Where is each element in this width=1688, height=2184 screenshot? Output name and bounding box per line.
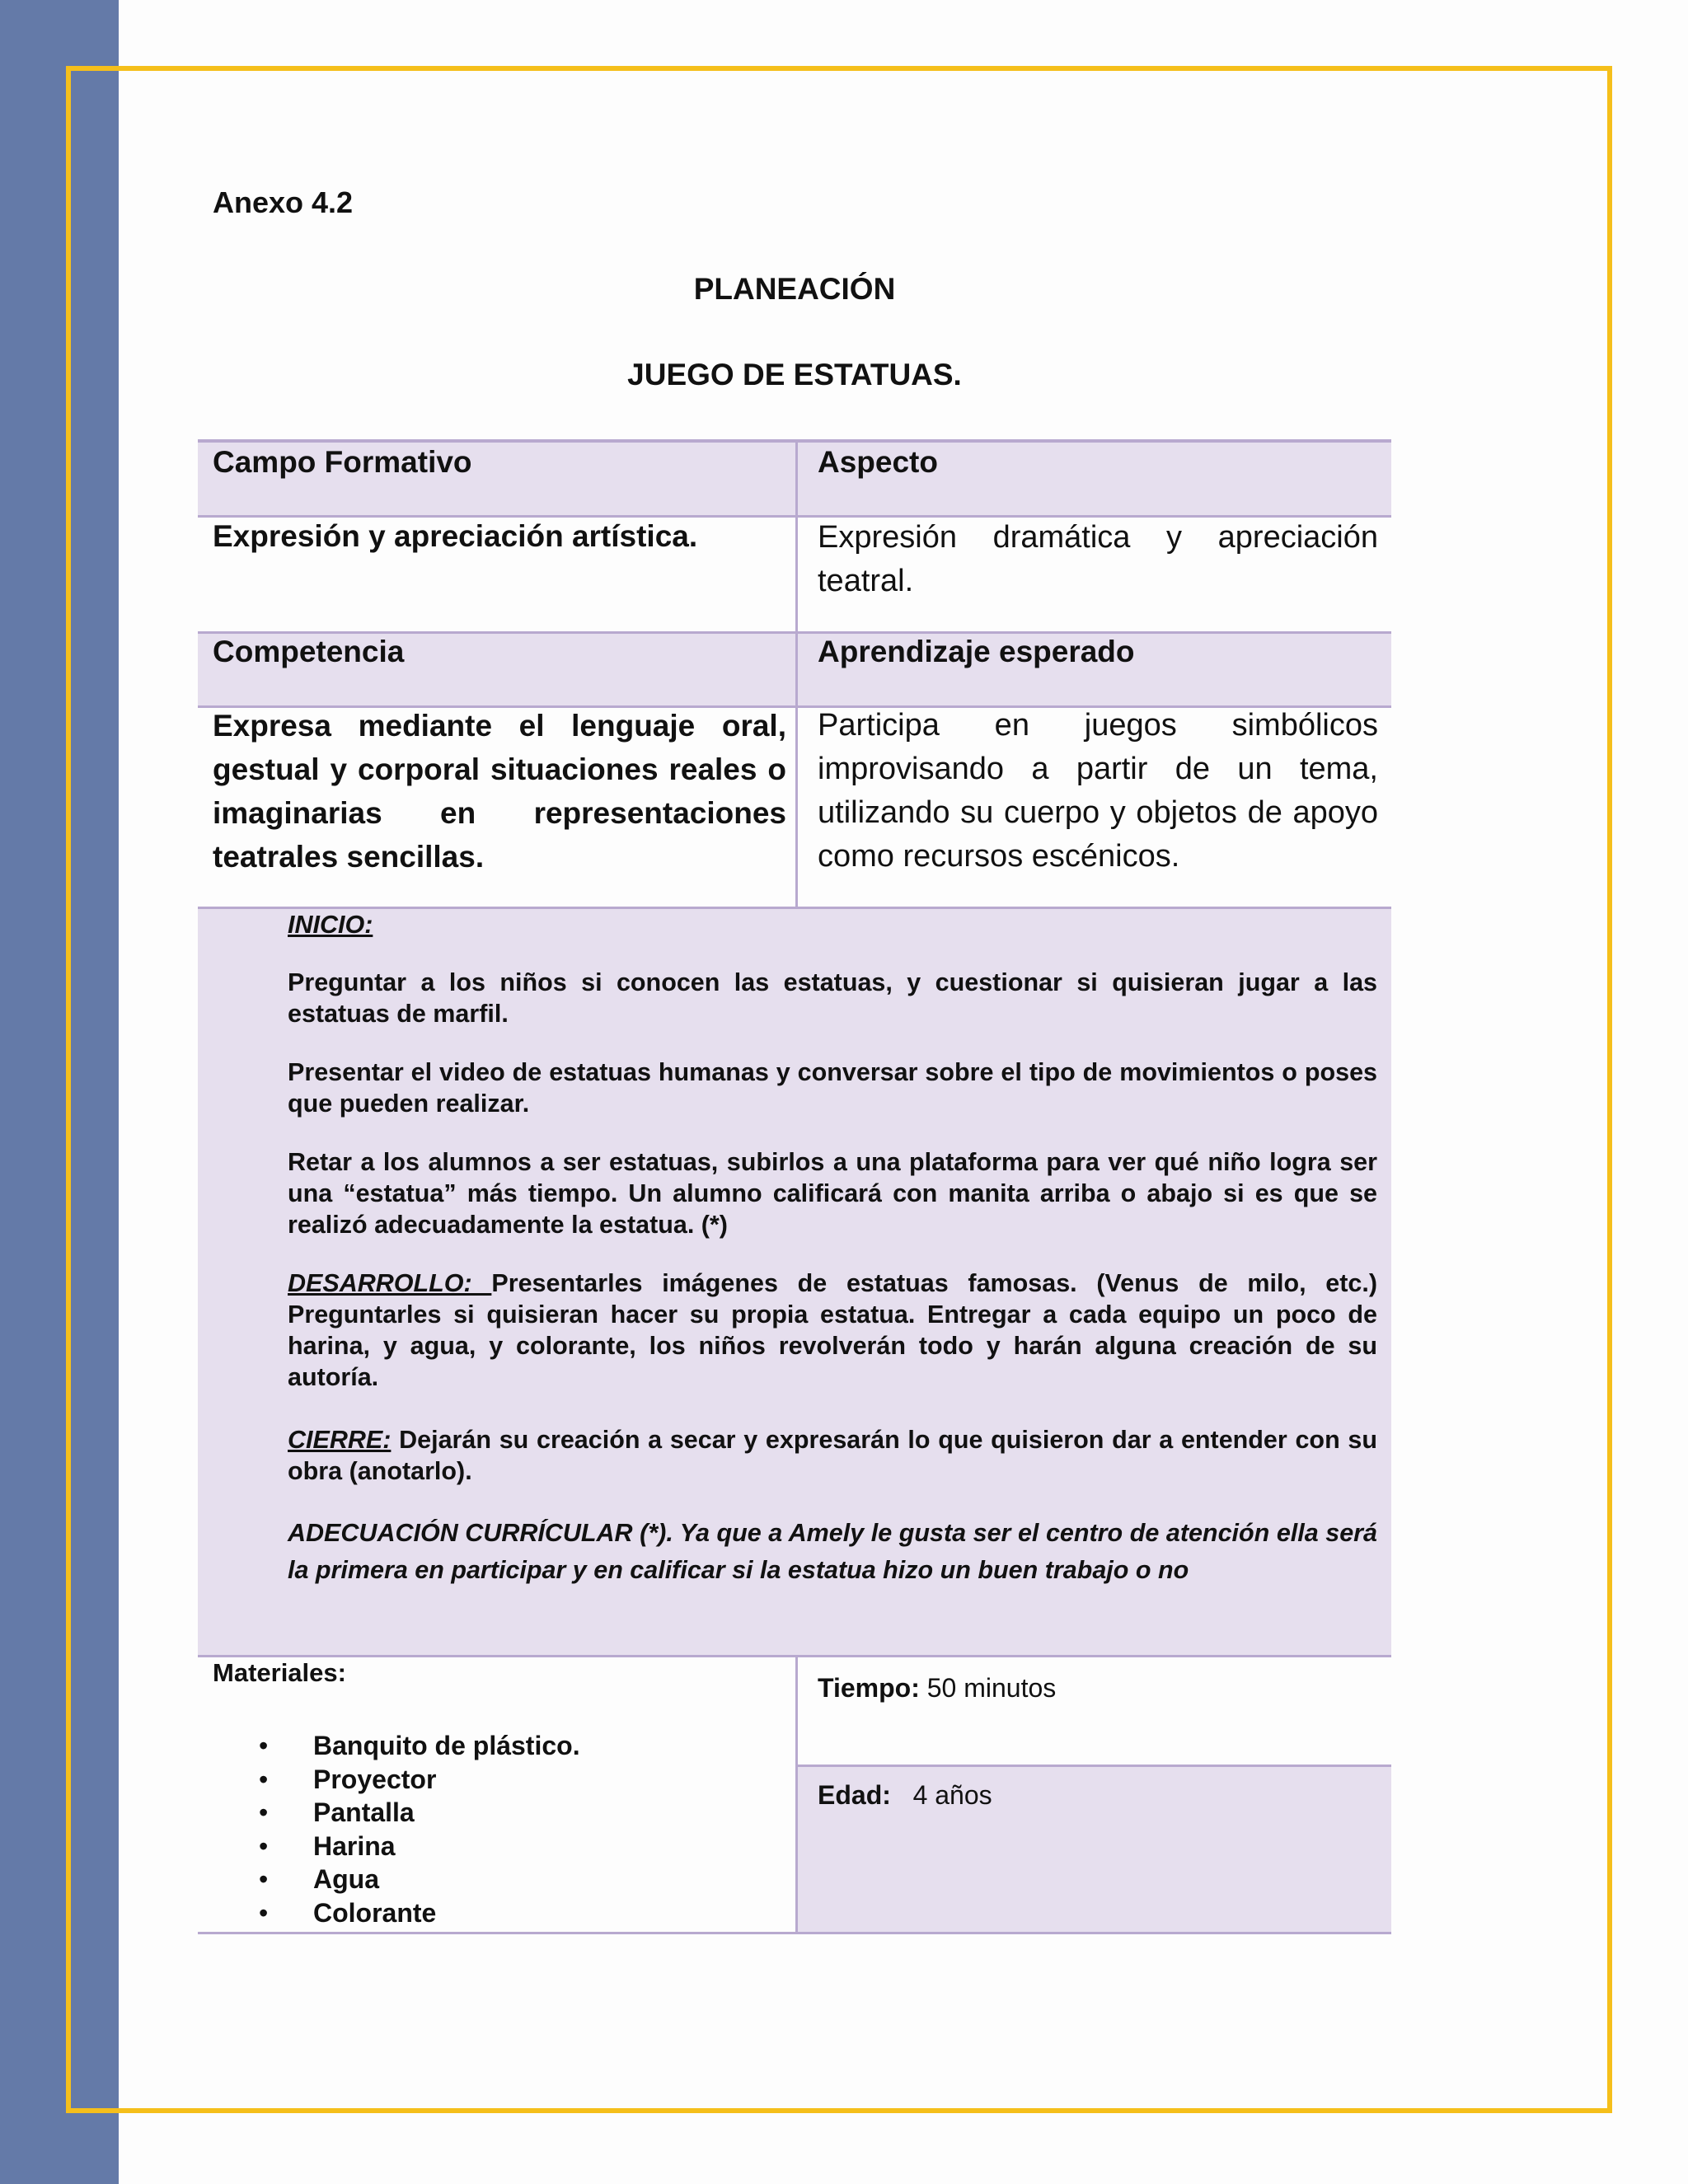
bullet-icon: • [259, 1830, 269, 1861]
plan-inicio-p3: Retar a los alumnos a ser estatuas, subirlos a una plataforma para ver qué niño logra ser una “estatua” más tiempo. Un alumno calificará con manita arriba o abajo si es que se realizó adecuadamente la estatua. (*) [288, 1148, 1377, 1239]
desarrollo-label: DESARROLLO: [288, 1269, 492, 1297]
table-divider [795, 441, 798, 908]
cierre-label: CIERRE: [288, 1426, 392, 1454]
tiempo-row [818, 1673, 1056, 1704]
plan-inicio-p1: Preguntar a los niños si conocen las estatuas, y cuestionar si quisieran jugar a las estatuas de marfil. [288, 968, 1377, 1028]
plan-cierre [288, 1424, 1377, 1487]
tiempo-label: Tiempo: [818, 1673, 920, 1703]
bullet-icon: • [259, 1731, 269, 1760]
competencia-header: Competencia [213, 635, 405, 668]
materials-label: Materiales: [213, 1658, 346, 1687]
table-rule [198, 1932, 1391, 1934]
plan-adecuacion: ADECUACIÓN CURRÍCULAR (*). Ya que a Amely le gusta ser el centro de atención ella será la primera en participar y en calificar si la estatua hizo un buen trabajo o no [288, 1519, 1377, 1584]
campo-header: Campo Formativo [213, 445, 472, 479]
edad-row [818, 1780, 992, 1811]
annex-label: Anexo 4.2 [213, 185, 354, 219]
desarrollo-text: Presentarles imágenes de estatuas famosas. (Venus de milo, etc.) Preguntarles si quisieran hacer su propia estatua. Entregar a cada equipo un poco de harina, y agua, y colorante, los niños revolverán todo y harán alguna creación de su autoría. [288, 1269, 1377, 1391]
list-item: • Proyector [259, 1763, 580, 1797]
table-rule [198, 1655, 1391, 1657]
competencia-value: Expresa mediante el lenguaje oral, gestual y corporal situaciones reales o imaginarias en representaciones teatrales sencillas. [213, 709, 786, 874]
edad-label: Edad: [818, 1780, 891, 1810]
tiempo-value: 50 minutos [926, 1673, 1057, 1703]
materials-list [259, 1729, 580, 1929]
table-divider [795, 1657, 798, 1933]
page-title: PLANEACIÓN [693, 272, 896, 306]
plan-inicio-label [288, 909, 1377, 940]
inicio-label: INICIO: [288, 911, 373, 939]
table-rule [796, 1765, 1391, 1767]
table-rule [198, 631, 1391, 634]
aprendizaje-value: Participa en juegos simbólicos improvisando a partir de un tema, utilizando su cuerpo y objetos de apoyo como recursos escénicos. [818, 708, 1378, 874]
list-item: • Harina [259, 1830, 580, 1863]
bullet-icon: • [259, 1897, 269, 1928]
aspecto-header: Aspecto [818, 445, 938, 479]
plan-desarrollo [288, 1268, 1377, 1393]
plan-inicio-p2: Presentar el video de estatuas humanas y conversar sobre el tipo de movimientos o poses que pueden realizar. [288, 1058, 1377, 1118]
aprendizaje-header: Aprendizaje esperado [818, 635, 1135, 668]
campo-value: Expresión y apreciación artística. [213, 519, 698, 553]
list-item: • Pantalla [259, 1796, 580, 1830]
bullet-icon: • [259, 1864, 269, 1894]
aspecto-value: Expresión dramática y apreciación teatral. [818, 520, 1378, 598]
list-item: • Banquito de plástico. [259, 1729, 580, 1763]
list-item: • Colorante [259, 1896, 580, 1930]
bullet-icon: • [259, 1764, 269, 1794]
edad-value: 4 años [912, 1780, 992, 1810]
page-subtitle: JUEGO DE ESTATUAS. [627, 358, 962, 391]
list-item: • Agua [259, 1863, 580, 1896]
table-rule [198, 439, 1391, 443]
bullet-icon: • [259, 1797, 269, 1827]
cierre-text: Dejarán su creación a secar y expresarán lo que quisieron dar a entender con su obra (anotarlo). [288, 1426, 1377, 1485]
